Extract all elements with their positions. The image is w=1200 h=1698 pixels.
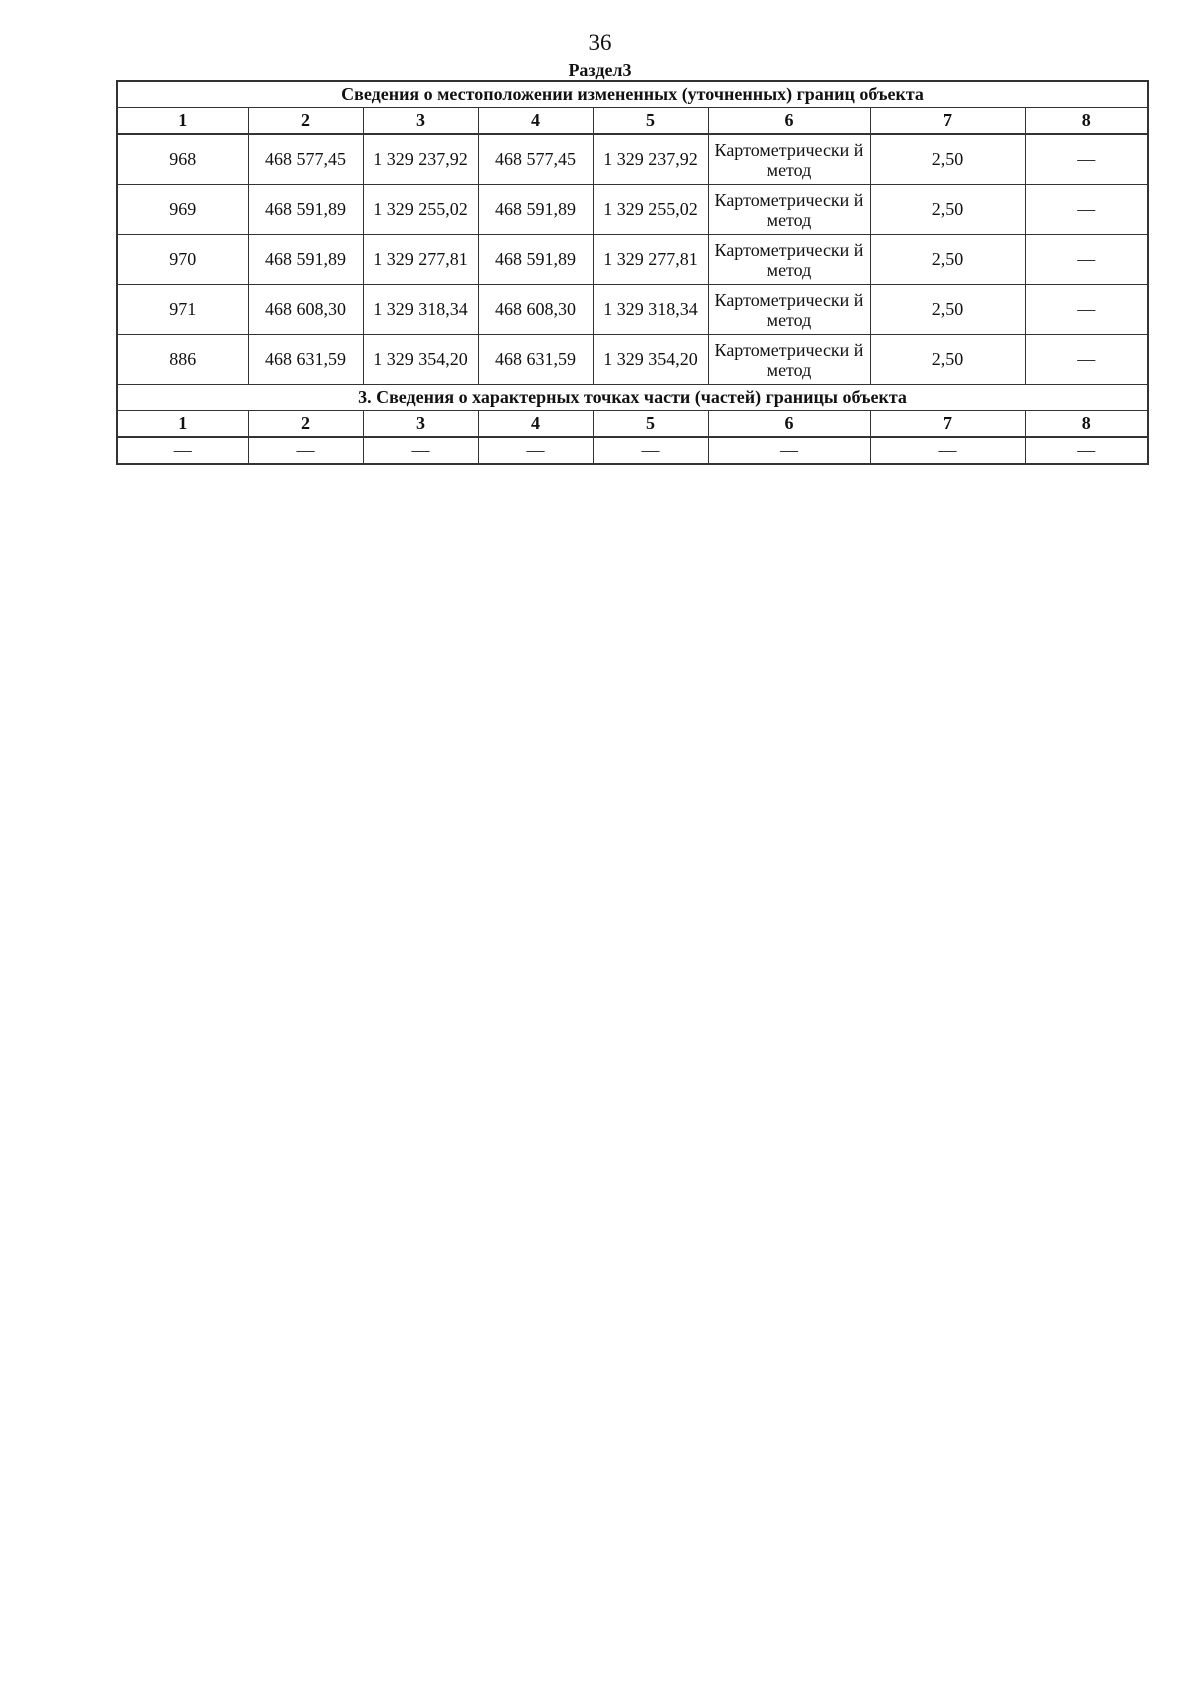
table-cell: 468 608,30 [248, 285, 363, 335]
table-cell: — [1025, 235, 1148, 285]
table-cell: 971 [117, 285, 248, 335]
table-row [117, 335, 1148, 385]
table-cell: 968 [117, 134, 248, 185]
table-cell: 468 591,89 [248, 185, 363, 235]
table-row [117, 235, 1148, 285]
table-cell: — [1025, 134, 1148, 185]
table-cell: Картометрически й метод [708, 235, 870, 285]
table-cell: 468 577,45 [478, 134, 593, 185]
table-cell: 468 608,30 [478, 285, 593, 335]
section-title: Раздел3 [568, 60, 632, 80]
column-number: 1 [117, 411, 248, 438]
column-number: 6 [708, 108, 870, 135]
table-cell: 2,50 [870, 235, 1025, 285]
table-cell: 1 329 255,02 [593, 185, 708, 235]
table-cell: — [1025, 185, 1148, 235]
table-cell: 2,50 [870, 134, 1025, 185]
column-number: 6 [708, 411, 870, 438]
table-cell: 468 591,89 [248, 235, 363, 285]
column-number: 7 [870, 108, 1025, 135]
table-cell: Картометрически й метод [708, 285, 870, 335]
table-cell: 468 631,59 [248, 335, 363, 385]
column-number: 3 [363, 411, 478, 438]
page-number: 36 [588, 30, 612, 55]
table-cell: — [117, 437, 248, 464]
table-cell: 468 591,89 [478, 185, 593, 235]
table-cell: — [1025, 335, 1148, 385]
boundary-table [116, 80, 1149, 465]
table-cell: 468 631,59 [478, 335, 593, 385]
table-cell: 2,50 [870, 185, 1025, 235]
table-cell: 1 329 255,02 [363, 185, 478, 235]
table-cell: 886 [117, 335, 248, 385]
table-cell: — [593, 437, 708, 464]
column-number: 5 [593, 108, 708, 135]
column-number: 3 [363, 108, 478, 135]
table-cell: — [870, 437, 1025, 464]
part-points-caption-row [117, 385, 1148, 411]
table-cell: — [708, 437, 870, 464]
table-cell: Картометрически й метод [708, 185, 870, 235]
table-cell: 1 329 237,92 [593, 134, 708, 185]
table-cell: 1 329 318,34 [363, 285, 478, 335]
part-points-column-numbers [117, 411, 1148, 438]
column-number: 8 [1025, 108, 1148, 135]
table-cell: — [1025, 437, 1148, 464]
table-cell: Картометрически й метод [708, 335, 870, 385]
table-cell: Картометрически й метод [708, 134, 870, 185]
column-number: 4 [478, 108, 593, 135]
table-cell: — [248, 437, 363, 464]
column-number: 7 [870, 411, 1025, 438]
boundaries-column-numbers [117, 108, 1148, 135]
table-row [117, 285, 1148, 335]
table-cell: 1 329 354,20 [593, 335, 708, 385]
table-cell: 468 591,89 [478, 235, 593, 285]
table-cell: — [363, 437, 478, 464]
table-cell: 1 329 277,81 [593, 235, 708, 285]
table-cell: 1 329 354,20 [363, 335, 478, 385]
boundaries-caption: Сведения о местоположении измененных (уточненных) границ объекта [117, 81, 1148, 108]
column-number: 5 [593, 411, 708, 438]
table-cell: 1 329 277,81 [363, 235, 478, 285]
table-row [117, 134, 1148, 185]
table-cell: 2,50 [870, 335, 1025, 385]
table-cell: 1 329 237,92 [363, 134, 478, 185]
table-row [117, 437, 1148, 464]
table-cell: — [1025, 285, 1148, 335]
column-number: 2 [248, 411, 363, 438]
table-cell: 969 [117, 185, 248, 235]
column-number: 8 [1025, 411, 1148, 438]
column-number: 2 [248, 108, 363, 135]
table-cell: 2,50 [870, 285, 1025, 335]
part-points-caption: 3. Сведения о характерных точках части (частей) границы объекта [117, 385, 1148, 411]
table-cell: 468 577,45 [248, 134, 363, 185]
table-cell: 1 329 318,34 [593, 285, 708, 335]
boundaries-caption-row [117, 81, 1148, 108]
column-number: 1 [117, 108, 248, 135]
table-cell: — [478, 437, 593, 464]
column-number: 4 [478, 411, 593, 438]
table-row [117, 185, 1148, 235]
table-cell: 970 [117, 235, 248, 285]
